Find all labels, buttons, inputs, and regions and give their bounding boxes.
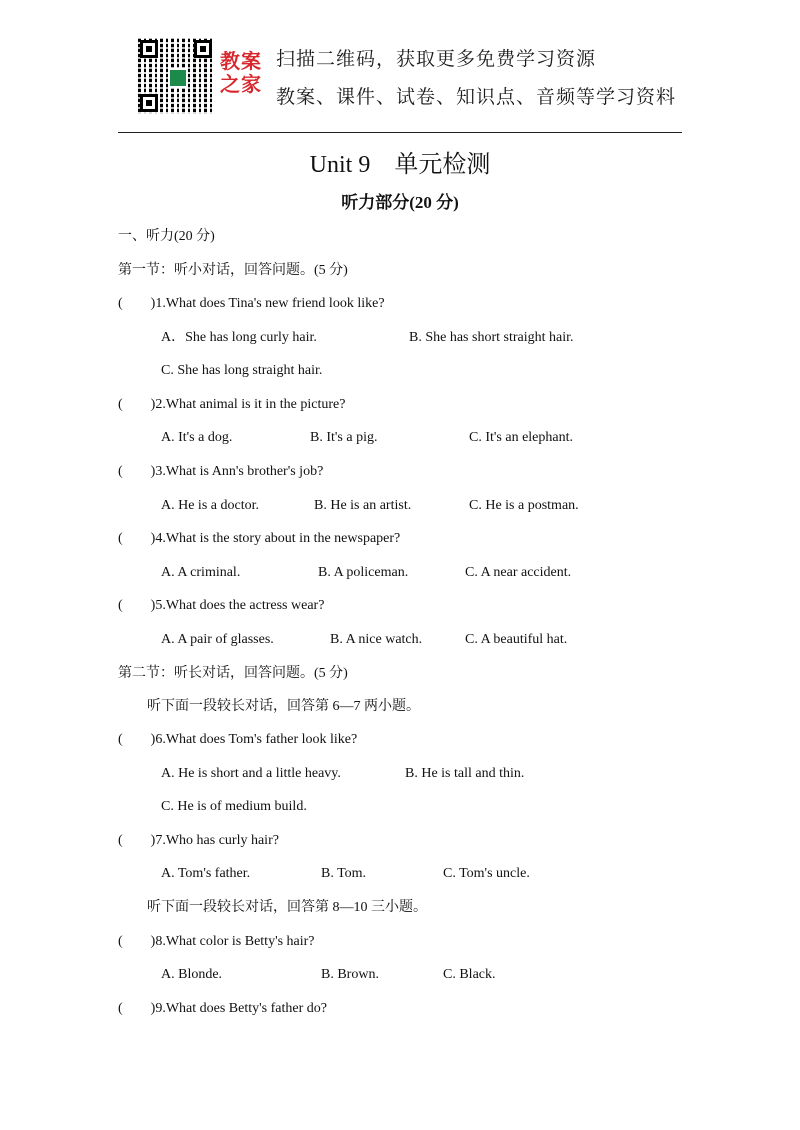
question-8: ( )8.What color is Betty's hair? (118, 934, 315, 949)
q1-option-b: B. She has short straight hair. (409, 330, 574, 345)
question-5: ( )5.What does the actress wear? (118, 598, 325, 613)
q4-option-b: B. A policeman. (318, 565, 409, 580)
q5-option-a: A. A pair of glasses. (161, 632, 274, 647)
question-2: ( )2.What animal is it in the picture? (118, 397, 346, 412)
qr-code-icon (138, 38, 214, 114)
q5-option-b: B. A nice watch. (330, 632, 423, 647)
q1-option-c: C. She has long straight hair. (161, 363, 323, 378)
brand-line-1: 教案 (220, 49, 262, 73)
q5-option-c: C. A beautiful hat. (465, 632, 568, 647)
section-heading: 一、听力(20 分) (118, 229, 215, 244)
q4-option-c: C. A near accident. (465, 565, 572, 580)
brand-logo (220, 50, 266, 96)
question-3: ( )3.What is Ann's brother's job? (118, 464, 324, 479)
q7-option-c: C. Tom's uncle. (443, 866, 530, 881)
q8-option-c: C. Black. (443, 967, 496, 982)
q2-option-b: B. It's a pig. (310, 430, 378, 445)
q1-option-a: A．She has long curly hair. (161, 330, 317, 345)
question-9: ( )9.What does Betty's father do? (118, 1001, 327, 1016)
page-header (0, 0, 800, 130)
q7-option-b: B. Tom. (321, 866, 367, 881)
instruction-6-7: 听下面一段较长对话，回答第 6—7 两小题。 (147, 699, 420, 714)
q6-option-b: B. He is tall and thin. (405, 766, 525, 781)
q8-option-b: B. Brown. (321, 967, 379, 982)
header-divider (118, 132, 682, 133)
q8-option-a: A. Blonde. (161, 967, 223, 982)
q6-option-a: A. He is short and a little heavy. (161, 766, 341, 781)
q2-option-c: C. It's an elephant. (469, 430, 573, 445)
question-7: ( )7.Who has curly hair? (118, 833, 279, 848)
q3-option-b: B. He is an artist. (314, 498, 412, 513)
page-title: Unit 9 单元检测 (309, 152, 491, 178)
question-4: ( )4.What is the story about in the newspaper? (118, 531, 401, 546)
part-heading-1: 第一节：听小对话，回答问题。(5 分) (118, 263, 348, 278)
question-6: ( )6.What does Tom's father look like? (118, 732, 358, 747)
q6-option-c: C. He is of medium build. (161, 799, 307, 814)
q7-option-a: A. Tom's father. (161, 866, 251, 881)
brand-line-2: 之家 (220, 72, 262, 96)
instruction-8-10: 听下面一段较长对话，回答第 8—10 三小题。 (147, 900, 427, 915)
slogan-line-1: 扫描二维码，获取更多免费学习资源 (276, 48, 597, 70)
q4-option-a: A. A criminal. (161, 565, 241, 580)
question-1: ( )1.What does Tina's new friend look like? (118, 296, 385, 311)
slogan-line-2: 教案、课件、试卷、知识点、音频等学习资料 (276, 86, 677, 108)
q2-option-a: A. It's a dog. (161, 430, 233, 445)
q3-option-c: C. He is a postman. (469, 498, 579, 513)
page-subtitle: 听力部分(20 分) (341, 193, 459, 212)
q3-option-a: A. He is a doctor. (161, 498, 259, 513)
part-heading-2: 第二节：听长对话，回答问题。(5 分) (118, 666, 348, 681)
